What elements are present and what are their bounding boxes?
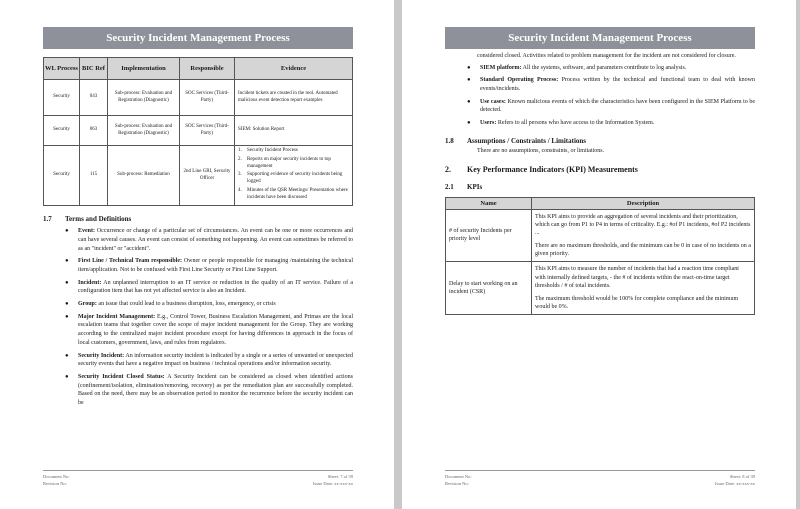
footer-issue-date: Issue Date: xx-xxx-xx [313,481,353,487]
list-item: ● Event: Occurrence or change of a particular set of circumstances. An event can be one or more occurrences and can have several causes. An event can consist of something not happening. An event can sometimes be referred to as an "incident" or "accident". [65,228,353,252]
section-heading-1-7 [43,215,353,223]
cell-responsible: 2nd Line GRI, Security Officer [180,146,235,206]
list-item: ● Use cases: Known malicious events of which the characteristics have been configured in the SIEM Platform to be detected. [467,98,755,114]
col-header-process: WL Process [44,58,80,80]
table-row [44,146,353,206]
footer-doc-no: Document No: [43,474,70,479]
col-header-ref: BIC Ref [80,58,108,80]
col-header-responsible: Responsible [180,58,235,80]
continuation-text: considered closed. Activities related to problem management for the incident are not considered for closure. [477,53,736,59]
footer-rev-no: Revision No: [445,481,469,487]
col-header-description: Description [532,197,755,209]
cell-evidence: SIEM: Solution Report [235,116,353,146]
section-title: Terms and Definitions [65,215,132,224]
kpi-description: This KPI aims to provide an aggregation of several incidents and their prioritization, which can go from P1 to P4 in terms of criticality. E.g.: #of P1 incidents, #of P2 incidents ... There are no maximum thresholds, and the minimum can be 0 in case of no incidents on a given priority. [532,209,755,262]
footer-sheet: Sheet: 7 of 39 [327,474,353,479]
page-banner-title: Security Incident Management Process [43,27,353,49]
list-item: ● SIEM platform: All the systems, software, and parameters contribute to log analysis. [467,64,687,71]
kpi-description: This KPI aims to measure the number of incidents that had a reaction time compliant with internally defined targets, - the # of incidents within the react-on-time target thresholds / # of total incidents. The maximum threshold would be 100% for complete compliance and the minimum would be 0%. [532,262,755,315]
section-heading-2-1 [445,183,755,191]
cell-process: Security [44,80,80,116]
cell-ref: 043 [80,80,108,116]
section-title: Key Performance Indicators (KPI) Measurements [467,164,638,174]
cell-implementation: Sub-process: Evaluation and Registration (Diagnostic) [108,80,180,116]
page-content [43,27,353,412]
list-item: ● Incident: An unplanned interruption to an IT service or reduction in the quality of an IT service. Failure of a configuration item that has not yet affected service is also an Incident. [65,279,353,295]
footer-doc-no: Document No: [445,474,472,479]
section-number: 1.8 [445,136,454,145]
kpi-table [445,197,755,316]
cell-ref: 115 [80,146,108,206]
table-header-row [44,58,353,80]
terms-list [445,64,755,128]
cell-evidence [235,146,353,206]
list-item: ● Standard Operating Process: Process written by the technical and functional team to deal with known events/incidents. [467,77,755,93]
page-banner-title: Security Incident Management Process [445,27,755,49]
kpi-name: # of security Incidents per priority level [446,209,532,262]
section-number: 1.7 [43,215,52,224]
table-header-row [446,197,755,209]
list-item: ● Users: Refers to all persons who have access to the Information System. [467,120,655,127]
table-row [44,116,353,146]
cell-ref: 063 [80,116,108,146]
list-item: ● Group: an issue that could lead to a business disruption, loss, emergency, or crisis [65,301,276,308]
section-heading-1-8 [445,137,755,145]
section-title: KPIs [467,182,483,191]
section-title: Assumptions / Constraints / Limitations [467,136,587,145]
col-header-evidence: Evidence [235,58,353,80]
cell-implementation: Sub-process: Evaluation and Registration (Diagnostic) [108,116,180,146]
list-item: ● Major Incident Management: E.g., Control Tower, Business Escalation Management, and Primas are the local escalation teams that together cover the scope of major incident management for the Group. They are working according to the centralized major incident procedure except for having differences in approach in the focus of local customers, government, laws, and rules from regulators. [65,313,353,346]
evidence-item: 1. Security Incident Process [238,148,298,153]
col-header-name: Name [446,197,532,209]
table-row [446,209,755,262]
cell-process: Security [44,116,80,146]
list-item: ● First Line / Technical Team responsible: Owner or people responsible for managing /maintaining the technical item/application. Not to be confused with First Line Security or First Line Support. [65,258,353,273]
section-number: 2.1 [445,182,454,191]
footer-sheet: Sheet: 8 of 39 [729,474,755,479]
evidence-item: 3. Supporting evidence of security incidents being logged [238,172,343,184]
evidence-item: 2. Reports on major security incidents to top management [238,156,331,169]
section-heading-2 [445,165,755,174]
cell-responsible: SOC Services (Third-Party) [180,116,235,146]
cell-process: Security [44,146,80,206]
page-content [445,27,755,315]
terms-list [43,227,353,407]
page-footer [43,470,353,487]
section-number: 2. [445,164,451,174]
cell-implementation: Sub-process: Remediation [108,146,180,206]
table-row [44,80,353,116]
table-row [446,262,755,315]
list-item: ● Security Incident Closed Status: A Security Incident can be considered as closed when identified actions (confinement/isolation, elimination/removing, recovery) as per the remediation plan are successfully completed. Based on the need, there may be an observation period to monitor the recurrence before the security incident can be [65,373,353,406]
evidence-item: 4. Minutes of the QSR Meetings/ Presentation where incidents have been discussed [238,187,348,200]
section-text: There are no assumptions, constraints, or limitations. [477,147,605,154]
responsibility-table [43,57,353,206]
document-page-right [402,0,796,509]
kpi-name: Delay to start working on an incident (CSR) [446,262,532,315]
evidence-list [238,148,349,201]
cell-evidence: Incident tickets are created in the tool. Automated malicious event detection report examples [235,80,353,116]
page-footer [445,470,755,487]
document-page-left [0,0,394,509]
footer-rev-no: Revision No: [43,481,67,487]
col-header-implementation: Implementation [108,58,180,80]
cell-responsible: SOC Services (Third-Party) [180,80,235,116]
footer-issue-date: Issue Date: xx-xxx-xx [715,481,755,487]
list-item: ● Security Incident: An information security incident is indicated by a single or a series of unwanted or unexpected security events that have a negative impact on business / technical operations and/or information security. [65,352,353,368]
